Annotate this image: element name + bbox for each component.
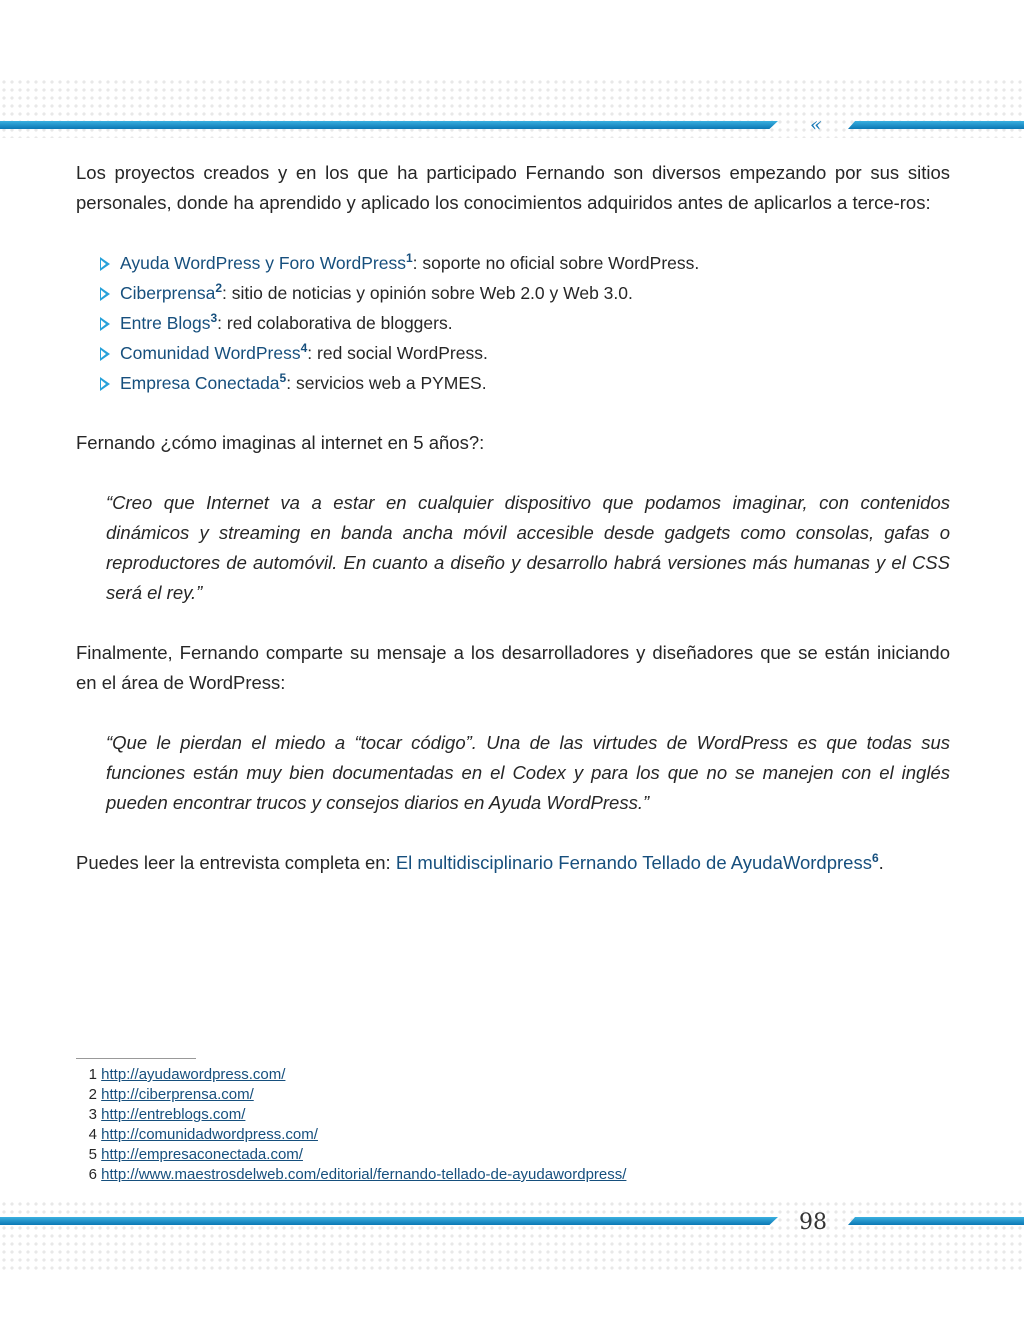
intro-paragraph: Los proyectos creados y en los que ha participado Fernando son diversos empezando por sus sitios personales, donde ha aprendido y aplicado los conocimientos adquiridos antes de aplicarlos a terce-ros:	[76, 162, 950, 213]
header-rule-left	[0, 121, 778, 129]
footnote-item	[76, 1105, 950, 1125]
closing-paragraph: Finalmente, Fernando comparte su mensaje a los desarrolladores y diseñadores que se están iniciando en el área de WordPress:	[76, 642, 950, 693]
footnote-ref[interactable]: 1	[405, 251, 413, 266]
project-link[interactable]: Ayuda WordPress y Foro WordPress	[120, 253, 406, 273]
footer-rule-right	[848, 1217, 1024, 1225]
project-link[interactable]: Entre Blogs	[120, 313, 211, 333]
project-description: : red colaborativa de bloggers.	[217, 313, 453, 333]
project-link[interactable]: Empresa Conectada	[120, 373, 280, 393]
footnote-url[interactable]: http://comunidadwordpress.com/	[101, 1126, 318, 1143]
footnote-item	[76, 1145, 950, 1165]
list-item	[98, 308, 950, 338]
footnote-number: 4	[88, 1126, 97, 1143]
footnote-ref[interactable]: 5	[279, 371, 287, 386]
footnote-item	[76, 1065, 950, 1085]
page-number: 98	[799, 1210, 827, 1235]
footnote-item	[76, 1125, 950, 1145]
project-link[interactable]: Ciberprensa	[120, 283, 216, 303]
footnote-ref[interactable]: 4	[300, 341, 308, 356]
bullet-triangle-icon	[100, 287, 110, 301]
footnote-number: 6	[88, 1166, 97, 1183]
footer-dot-pattern	[0, 1200, 1024, 1270]
footnote-item	[76, 1085, 950, 1105]
list-item	[98, 368, 950, 398]
project-description: : sitio de noticias y opinión sobre Web 2.0 y Web 3.0.	[222, 283, 633, 303]
read-more-prefix: Puedes leer la entrevista completa en:	[76, 852, 396, 873]
footnote-url[interactable]: http://empresaconectada.com/	[101, 1146, 303, 1163]
list-item	[98, 278, 950, 308]
footnote-url[interactable]: http://ciberprensa.com/	[101, 1086, 254, 1103]
footnote-separator	[76, 1058, 196, 1059]
list-item	[98, 248, 950, 278]
footnote-ref[interactable]: 2	[215, 281, 223, 296]
footnote-number: 1	[88, 1066, 97, 1083]
list-item	[98, 338, 950, 368]
bullet-triangle-icon	[100, 257, 110, 271]
read-more-paragraph	[76, 848, 950, 878]
footnote-number: 3	[88, 1106, 97, 1123]
interview-link[interactable]: El multidisciplinario Fernando Tellado de AyudaWordpress	[395, 852, 872, 873]
bullet-triangle-icon	[100, 317, 110, 331]
quote-advice: “Que le pierdan el miedo a “tocar código”. Una de las virtudes de WordPress es que todas sus funciones están muy bien documentadas en el Codex y para los que no se manejen con el inglés pueden encontrar trucos y consejos diarios en Ayuda WordPress.”	[106, 732, 950, 813]
footnote-ref[interactable]: 6	[871, 850, 879, 865]
project-link[interactable]: Comunidad WordPress	[120, 343, 301, 363]
header-rule-right	[848, 121, 1024, 129]
footnotes	[76, 1058, 950, 1185]
footnote-url[interactable]: http://www.maestrosdelweb.com/editorial/fernando-tellado-de-ayudawordpress/	[101, 1166, 627, 1183]
project-description: : servicios web a PYMES.	[286, 373, 487, 393]
article-body	[76, 158, 950, 878]
read-more-suffix: .	[878, 852, 884, 873]
bullet-triangle-icon	[100, 347, 110, 361]
project-description: : soporte no oficial sobre WordPress.	[412, 253, 700, 273]
project-description: : red social WordPress.	[307, 343, 488, 363]
footnote-url[interactable]: http://entreblogs.com/	[101, 1106, 246, 1123]
project-list	[76, 248, 950, 398]
quote-internet-future: “Creo que Internet va a estar en cualquier dispositivo que podamos imaginar, con contenidos dinámicos y streaming en banda ancha móvil accesible desde gadgets como consolas, gafas o reproductores de automóvil. En cuanto a diseño y desarrollo habrá versiones más humanas y el CSS será el rey.”	[106, 492, 950, 603]
header-dot-pattern	[0, 78, 1024, 138]
footnote-item	[76, 1165, 950, 1185]
footnote-url[interactable]: http://ayudawordpress.com/	[101, 1066, 286, 1083]
footnote-ref[interactable]: 3	[210, 311, 218, 326]
question-paragraph: Fernando ¿cómo imaginas al internet en 5 años?:	[76, 432, 485, 453]
double-chevron-left-icon: «	[809, 112, 819, 136]
bullet-triangle-icon	[100, 377, 110, 391]
footnote-number: 5	[88, 1146, 97, 1163]
footer-rule-left	[0, 1217, 778, 1225]
footnote-number: 2	[88, 1086, 97, 1103]
